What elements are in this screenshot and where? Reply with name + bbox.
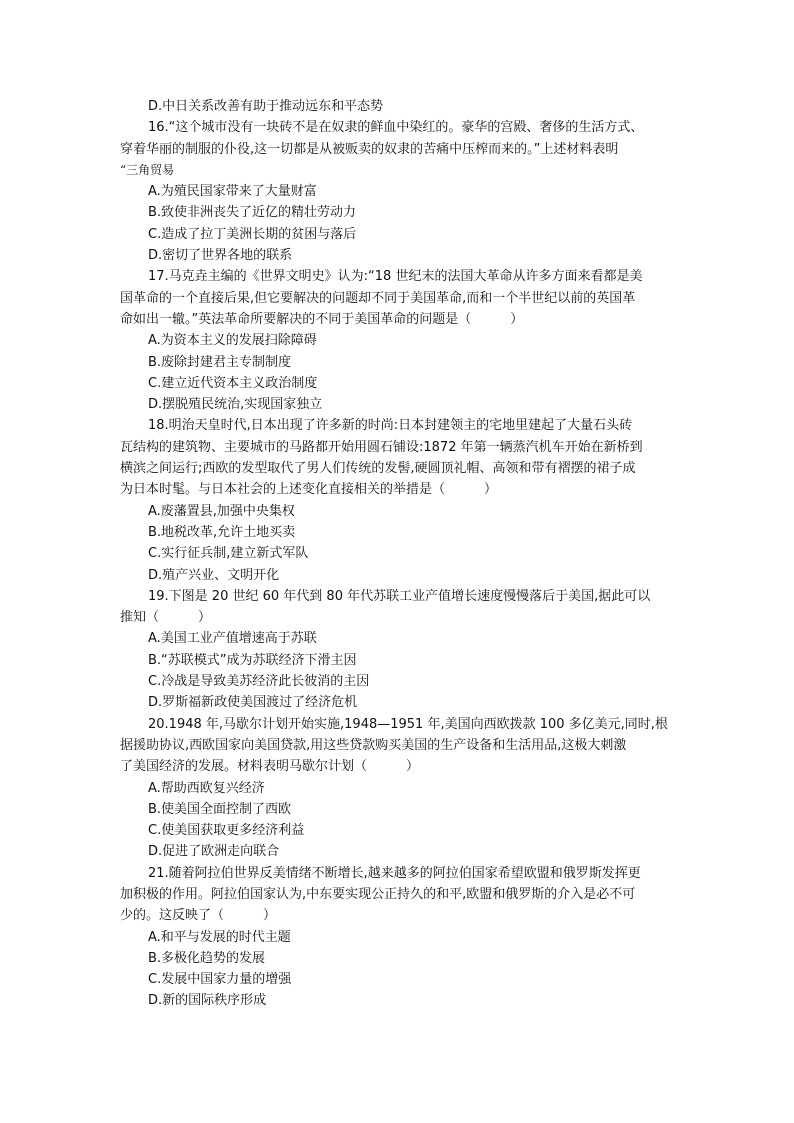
option-line: B.多极化趋势的发展	[148, 950, 266, 966]
option-line: D.密切了世界各地的联系	[148, 248, 293, 264]
question-21-stem-cont: 少的。这反映了（ ）	[120, 908, 277, 924]
question-18-stem-cont: 为日本时髦。与日本社会的上述变化直接相关的举措是（ ）	[120, 482, 498, 498]
option-line: D.罗斯福新政使美国渡过了经济危机	[148, 695, 358, 711]
question-16-stem-cont: 穿着华丽的制服的仆役,这一切都是从被贩卖的奴隶的苦痛中压榨而来的。”上述材料表明	[120, 141, 619, 157]
option-line: D.摆脱殖民统治,实现国家独立	[148, 397, 323, 413]
option-line: D.促进了欧洲走向联合	[148, 844, 280, 860]
question-20-stem-cont: 了美国经济的发展。材料表明马歇尔计划（ ）	[120, 759, 420, 775]
option-line: A.为资本主义的发展扫除障碍	[148, 333, 317, 349]
question-16-stem-cont: “三角贸易	[120, 162, 175, 177]
question-20-stem-cont: 据援助协议,西欧国家向美国贷款,用这些贷款购买美国的生产设备和生活用品,这极大刺激	[120, 737, 627, 753]
question-17-stem: 17.马克垚主编的《世界文明史》认为:“18 世纪末的法国大革命从许多方面来看都是美	[148, 269, 643, 285]
option-line: B.废除封建君主专制制度	[148, 354, 292, 370]
question-18-stem: 18.明治天皇时代,日本出现了许多新的时尚:日本封建领主的宅地里建起了大量石头砖	[148, 418, 633, 434]
option-line: A.废藩置县,加强中央集权	[148, 503, 295, 519]
option-line: B.使美国全面控制了西欧	[148, 801, 292, 817]
question-18-stem-cont: 横滨之间运行;西欧的发型取代了男人们传统的发髻,硬圆顶礼帽、高领和带有褶摆的裙子成	[120, 461, 636, 477]
option-line: C.冷战是导致美苏经济此长彼消的主因	[148, 674, 370, 690]
question-21-stem-cont: 加积极的作用。阿拉伯国家认为,中东要实现公正持久的和平,欧盟和俄罗斯的介入是必不可	[120, 886, 636, 902]
option-line: D.中日关系改善有助于推动远东和平态势	[148, 99, 384, 114]
option-line: D.新的国际秩序形成	[148, 993, 267, 1009]
question-17-stem-cont: 命如出一辙。”英法革命所要解决的不同于美国革命的问题是（ ）	[120, 311, 524, 327]
option-line: B.“苏联模式”成为苏联经济下滑主因	[148, 652, 357, 668]
option-line: C.造成了拉丁美洲长期的贫困与落后	[148, 226, 357, 242]
option-line: C.发展中国家力量的增强	[148, 972, 292, 988]
question-20-stem: 20.1948 年,马歇尔计划开始实施,1948—1951 年,美国向西欧拨款 100 多亿美元,同时,根	[148, 716, 668, 732]
option-line: A.为殖民国家带来了大量财富	[148, 184, 317, 200]
question-17-stem-cont: 国革命的一个直接后果,但它要解决的问题却不同于美国革命,而和一个半世纪以前的英国革	[120, 290, 636, 306]
option-line: A.美国工业产值增速高于苏联	[148, 631, 317, 647]
question-19-stem: 19.下图是 20 世纪 60 年代到 80 年代苏联工业产值增长速度慢慢落后于美国,据此可以	[148, 588, 651, 604]
option-line: A.帮助西欧复兴经济	[148, 780, 265, 796]
option-line: C.使美国获取更多经济利益	[148, 823, 305, 839]
question-16-stem: 16.“这个城市没有一块砖不是在奴隶的鲜血中染红的。豪华的宫殿、奢侈的生活方式、	[148, 120, 644, 136]
option-line: C.建立近代资本主义政治制度	[148, 375, 318, 391]
question-19-stem-cont: 推知（ ）	[120, 610, 212, 626]
option-line: B.地税改革,允许土地买卖	[148, 524, 296, 540]
question-18-stem-cont: 瓦结构的建筑物、主要城市的马路都开始用圆石铺设:1872 年第一辆蒸汽机车开始在新桥到	[120, 439, 643, 455]
option-line: A.和平与发展的时代主题	[148, 929, 291, 945]
option-line: D.殖产兴业、文明开化	[148, 567, 280, 583]
question-21-stem: 21.随着阿拉伯世界反美情绪不断增长,越来越多的阿拉伯国家希望欧盟和俄罗斯发挥更	[148, 865, 641, 881]
exam-content	[120, 96, 680, 1012]
option-line: B.致使非洲丧失了近亿的精壮劳动力	[148, 205, 357, 221]
option-line: C.实行征兵制,建立新式军队	[148, 546, 309, 562]
